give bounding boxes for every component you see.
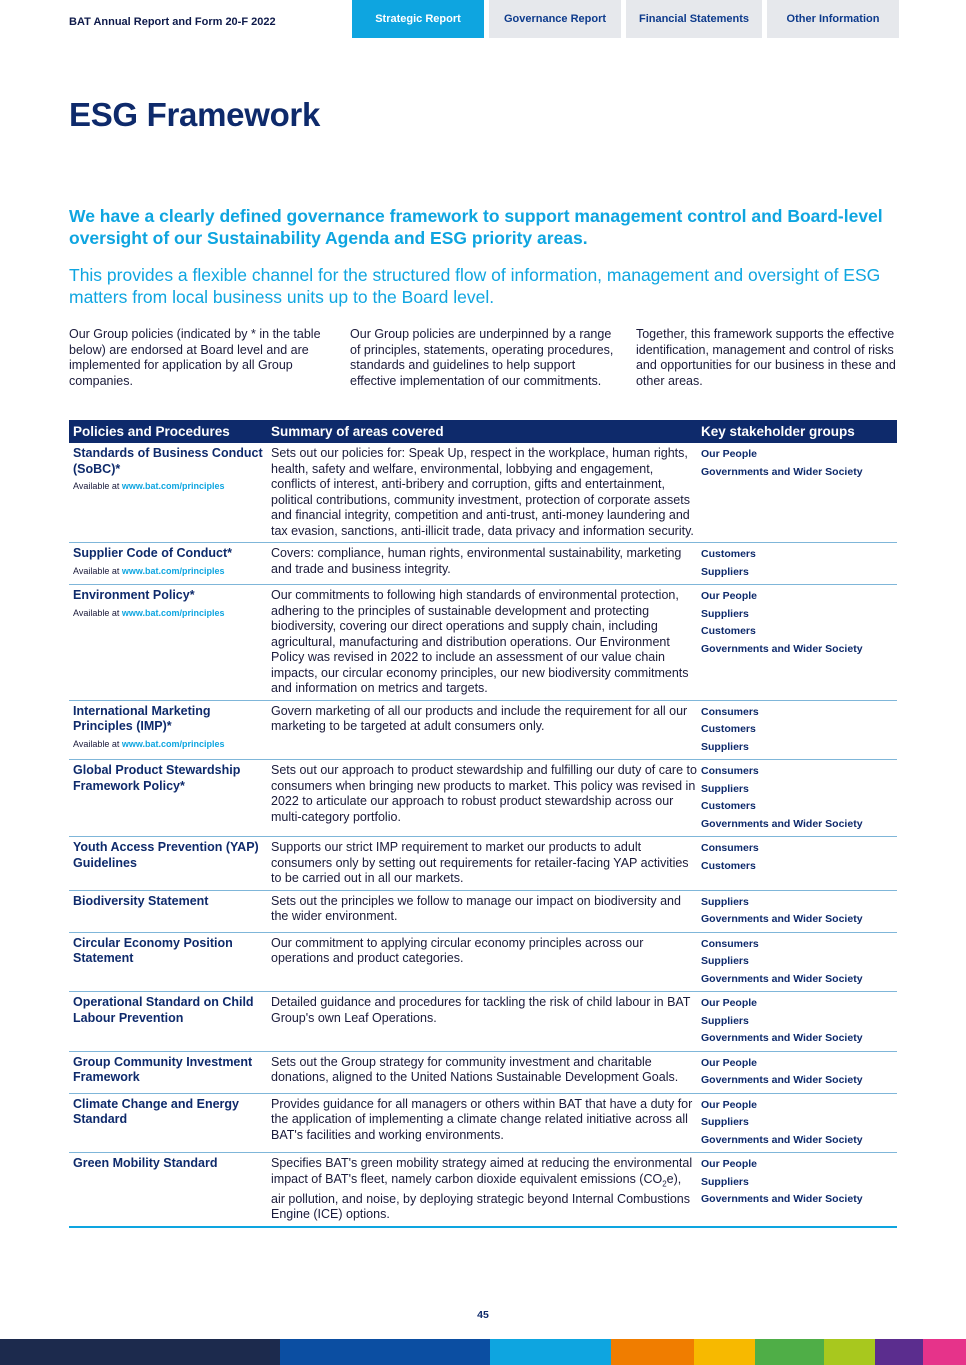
policy-summary: Provides guidance for all managers or others within BAT that have a duty for the application of implementing a climate change related initiative across all BAT's facilities and working environments. [271,1096,693,1142]
policy-summary: Sets out the principles we follow to manage our impact on biodiversity and the wider environment. [271,893,681,923]
sub-lead-statement: This provides a flexible channel for the structured flow of information, management and oversight of ESG matters from local business units up to the Board level. [69,265,881,307]
policy-summary: Sets out our approach to product stewardship and fulfilling our duty of care to consumers when bringing new products to market. This policy was revised in 2022 to articulate our approach to robust product stewardship across our multi-category portfolio. [271,763,697,824]
table-row [69,1094,897,1154]
principles-link[interactable]: www.bat.com/principles [121,565,225,576]
table-header [69,420,897,443]
policy-summary: Our commitments to following high standards of environmental protection, adhering to the principles of sustainable development and protecting biodiversity, covering our direct operations and supply chain, including agricultural, manufacturing and distribution operations. Our Environment Policy was revised in 2022 to include an assessment of our value chain impacts, our circular economy principles, our new biodiversity commitments and information on metrics and targets. [271,588,689,695]
table-row [69,1052,897,1094]
color-segment [923,1339,966,1365]
table-row [69,837,897,891]
page-number: 45 [477,1309,489,1321]
table-row [69,891,897,933]
policy-name: Biodiversity Statement [73,893,209,908]
policy-name: Supplier Code of Conduct* [73,546,233,560]
tab-other-information[interactable]: Other Information [767,0,899,38]
policy-summary: Sets out our policies for: Speak Up, respect in the workplace, human rights, health, safety and welfare, environmental, lobbying and engagement, conflicts of interest, anti-bribery and corruption, gifts and entertainment, political contributions, community investment, protection of corporate assets and financial integrity, competition and anti-trust, anti-money laundering and tax evasion, sanctions, anti-illicit trade, data privacy and information security. [271,446,694,538]
policy-summary: Detailed guidance and procedures for tackling the risk of child labour in BAT Group's own Leaf Operations. [271,995,691,1025]
report-title: BAT Annual Report and Form 20-F 2022 [69,16,276,28]
availability-note: Available at www.bat.com/principles [73,565,225,576]
availability-note: Available at www.bat.com/principles [73,607,225,618]
policy-name: Group Community Investment Framework [73,1054,253,1084]
principles-link[interactable]: www.bat.com/principles [121,738,225,749]
section-tabs [352,0,899,38]
table-row [69,701,897,761]
color-segment [280,1339,490,1365]
stakeholder-list: Our People Governments and Wider Society [701,1056,863,1086]
table-row [69,1153,897,1228]
intro-paragraph: Our Group policies are underpinned by a range of principles, statements, operating procedures, standards and guidelines to help support effective implementation of our commitments. [350,327,614,388]
policy-summary: Specifies BAT's green mobility strategy aimed at reducing the environmental impact of BAT's fleet, namely carbon dioxide equivalent emissions $(CO_2e)$, air pollution, and noise, by deploying strategic beyond Internal Combustions Engine (ICE) options. [271,1156,693,1221]
table-row [69,543,897,585]
color-segment [755,1339,824,1365]
color-segment [611,1339,694,1365]
policy-summary: Sets out the Group strategy for community investment and charitable donations, aligned to the United Nations Sustainable Development Goals. [271,1054,679,1084]
tab-strategic-report[interactable]: Strategic Report [352,0,484,38]
principles-link[interactable]: www.bat.com/principles [121,607,225,618]
column-header-policies: Policies and Procedures [73,424,230,439]
table-row [69,443,897,543]
stakeholder-list: Suppliers Governments and Wider Society [701,895,863,925]
policy-name: Operational Standard on Child Labour Prevention [73,995,254,1025]
column-header-stakeholders: Key stakeholder groups [701,424,855,439]
tab-governance-report[interactable]: Governance Report [489,0,621,38]
policy-name: Global Product Stewardship Framework Policy* [73,763,241,793]
policy-name: International Marketing Principles (IMP)* [73,703,211,733]
color-segment [694,1339,755,1365]
color-segment [824,1339,875,1365]
top-nav-bar [0,0,966,38]
color-segment [0,1339,280,1365]
policy-name: Climate Change and Energy Standard [73,1096,240,1126]
stakeholder-list: Our People Suppliers Governments and Wider Society [701,1098,863,1146]
policy-summary: Supports our strict IMP requirement to market our products to adult consumers only by setting out requirements for retailer-facing YAP activities to be carried out in all our markets. [271,840,689,885]
stakeholder-list: Consumers Customers Suppliers [701,705,759,753]
policy-name: Youth Access Prevention (YAP) Guidelines [73,840,259,870]
tab-financial-statements[interactable]: Financial Statements [626,0,762,38]
stakeholder-list: Customers Suppliers [701,548,756,578]
page-title: ESG Framework [69,96,321,133]
color-segment [875,1339,923,1365]
table-row [69,585,897,701]
stakeholder-list: Consumers Customers [701,842,759,872]
table-row [69,933,897,993]
table-row [69,992,897,1052]
policies-table [69,420,897,1228]
stakeholder-list: Consumers Suppliers Governments and Wider Society [701,937,863,985]
policy-name: Green Mobility Standard [73,1156,218,1170]
policy-name: Circular Economy Position Statement [73,935,233,965]
policy-name: Standards of Business Conduct (SoBC)* [73,446,263,476]
policy-summary: Our commitment to applying circular economy principles across our operations and product categories. [271,935,644,965]
policy-name: Environment Policy* [73,588,195,602]
color-segment [490,1339,611,1365]
intro-paragraph: Our Group policies (indicated by * in the table below) are endorsed at Board level and are implemented for application by all Group companies. [69,327,321,388]
stakeholder-list: Consumers Suppliers Customers Governments and Wider Society [701,765,863,830]
policy-summary: Govern marketing of all our products and include the requirement for all our marketing to be targeted at adult consumers only. [271,703,688,733]
footer-color-bar [0,1339,966,1365]
intro-paragraph: Together, this framework supports the effective identification, management and control of risks and opportunities for our business in these and other areas. [635,327,896,388]
lead-statement: We have a clearly defined governance framework to support management control and Board-level oversight of our Sustainability Agenda and ESG priority areas. [69,206,883,248]
availability-note: Available at www.bat.com/principles [73,481,225,491]
intro-columns [69,327,897,389]
table-row [69,760,897,837]
column-header-summary: Summary of areas covered [271,424,444,439]
stakeholder-list: Our People Suppliers Customers Governments and Wider Society [701,590,863,655]
stakeholder-list: Our People Suppliers Governments and Wider Society [701,997,863,1044]
availability-note: Available at www.bat.com/principles [73,738,225,749]
stakeholder-list: Our People Suppliers Governments and Wider Society [701,1158,863,1205]
principles-link[interactable]: www.bat.com/principles [121,481,225,491]
policy-summary: Covers: compliance, human rights, environmental sustainability, marketing and trade and business integrity. [271,546,682,576]
stakeholder-list: Our People Governments and Wider Society [701,448,863,478]
